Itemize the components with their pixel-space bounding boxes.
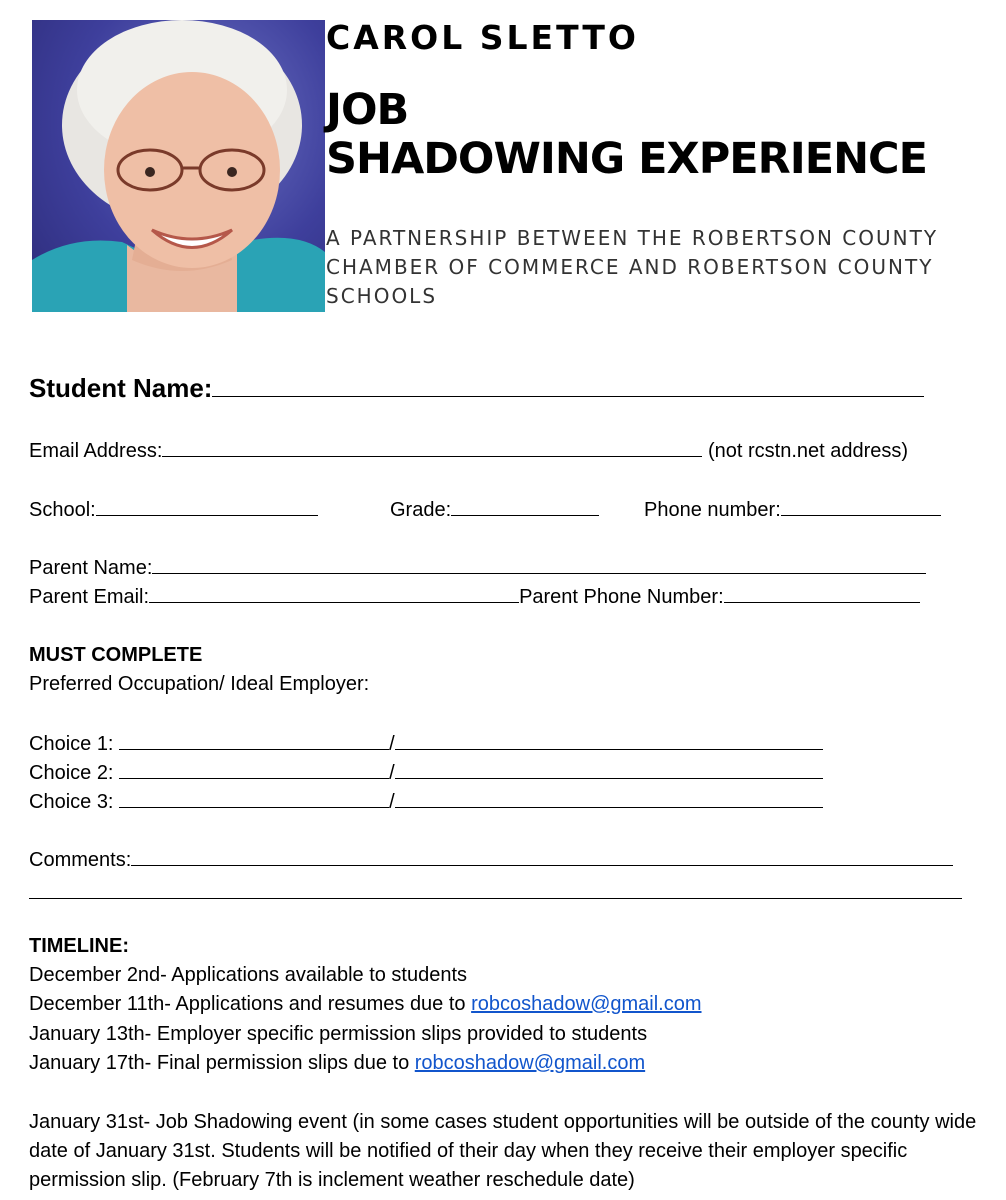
timeline-heading: TIMELINE: bbox=[29, 935, 129, 957]
email-link[interactable]: robcoshadow@gmail.com bbox=[414, 1052, 646, 1074]
parent-email-row bbox=[29, 584, 920, 609]
choice-3-slash: / bbox=[389, 791, 395, 813]
student-name-field[interactable] bbox=[212, 372, 924, 397]
timeline-item-3: January 13th- Employer specific permission slips provided to students bbox=[29, 1023, 648, 1045]
timeline-item-2 bbox=[29, 992, 702, 1016]
email-label: Email Address: bbox=[29, 440, 163, 462]
parent-name-field[interactable] bbox=[152, 555, 926, 574]
student-name-row bbox=[29, 372, 924, 403]
choice-1-row bbox=[29, 731, 823, 756]
phone-label: Phone number: bbox=[644, 499, 781, 521]
timeline-item-4-text: January 17th- Final permission slips due to bbox=[29, 1052, 415, 1074]
choice-1-occupation-field[interactable] bbox=[119, 731, 389, 750]
comments-field[interactable] bbox=[131, 847, 953, 866]
choice-1-slash: / bbox=[389, 733, 395, 755]
parent-email-field[interactable] bbox=[149, 584, 519, 603]
grade-field[interactable] bbox=[451, 497, 599, 516]
choice-2-slash: / bbox=[389, 762, 395, 784]
phone-field[interactable] bbox=[781, 497, 941, 516]
parent-name-row bbox=[29, 555, 926, 580]
parent-phone-field[interactable] bbox=[724, 584, 920, 603]
comments-label: Comments: bbox=[29, 849, 132, 871]
school-row bbox=[29, 497, 318, 522]
student-name-label: Student Name: bbox=[29, 373, 213, 403]
email-note: (not rcstn.net address) bbox=[707, 440, 909, 462]
subtitle-line-3: SCHOOLS bbox=[326, 284, 438, 308]
choice-1-label: Choice 1: bbox=[29, 733, 114, 755]
page-title bbox=[326, 86, 927, 184]
grade-row bbox=[390, 497, 599, 522]
header-name: CAROL SLETTO bbox=[326, 18, 639, 57]
choice-3-row bbox=[29, 789, 823, 814]
grade-label: Grade: bbox=[390, 499, 452, 521]
comments-row bbox=[29, 847, 953, 872]
email-row bbox=[29, 438, 908, 463]
school-label: School: bbox=[29, 499, 96, 521]
choice-2-employer-field[interactable] bbox=[395, 760, 823, 779]
choice-2-row bbox=[29, 760, 823, 785]
must-complete-heading: MUST COMPLETE bbox=[29, 644, 203, 666]
preferred-occupation-label: Preferred Occupation/ Ideal Employer: bbox=[29, 673, 370, 695]
choice-2-label: Choice 2: bbox=[29, 762, 114, 784]
header-subtitle bbox=[326, 224, 966, 311]
subtitle-line-2: CHAMBER OF COMMERCE AND ROBERTSON COUNTY bbox=[326, 255, 934, 279]
comments-field-line-2[interactable] bbox=[29, 898, 962, 899]
school-field[interactable] bbox=[96, 497, 318, 516]
choice-3-occupation-field[interactable] bbox=[119, 789, 389, 808]
choice-2-occupation-field[interactable] bbox=[119, 760, 389, 779]
parent-email-label: Parent Email: bbox=[29, 586, 150, 608]
choice-3-employer-field[interactable] bbox=[395, 789, 823, 808]
parent-phone-label: Parent Phone Number: bbox=[519, 586, 724, 608]
event-paragraph: January 31st- Job Shadowing event (in some cases student opportunities will be outside of the county wide date of January 31st. Students will be notified of their day when they receive their employer specific permission slip. (February 7th is inclement weather reschedule date) bbox=[29, 1111, 977, 1191]
timeline-item-1: December 2nd- Applications available to students bbox=[29, 964, 468, 986]
phone-row bbox=[644, 497, 941, 522]
parent-name-label: Parent Name: bbox=[29, 557, 153, 579]
title-line-1: JOB bbox=[326, 85, 409, 135]
portrait-photo bbox=[32, 20, 325, 312]
choice-1-employer-field[interactable] bbox=[395, 731, 823, 750]
email-field[interactable] bbox=[162, 438, 702, 457]
choice-3-label: Choice 3: bbox=[29, 791, 114, 813]
subtitle-line-1: A PARTNERSHIP BETWEEN THE ROBERTSON COUNTY bbox=[326, 226, 939, 250]
title-line-2: SHADOWING EXPERIENCE bbox=[326, 134, 927, 184]
timeline-item-4 bbox=[29, 1051, 645, 1075]
timeline-item-2-text: December 11th- Applications and resumes due to bbox=[29, 993, 472, 1015]
email-link[interactable]: robcoshadow@gmail.com bbox=[471, 993, 702, 1015]
